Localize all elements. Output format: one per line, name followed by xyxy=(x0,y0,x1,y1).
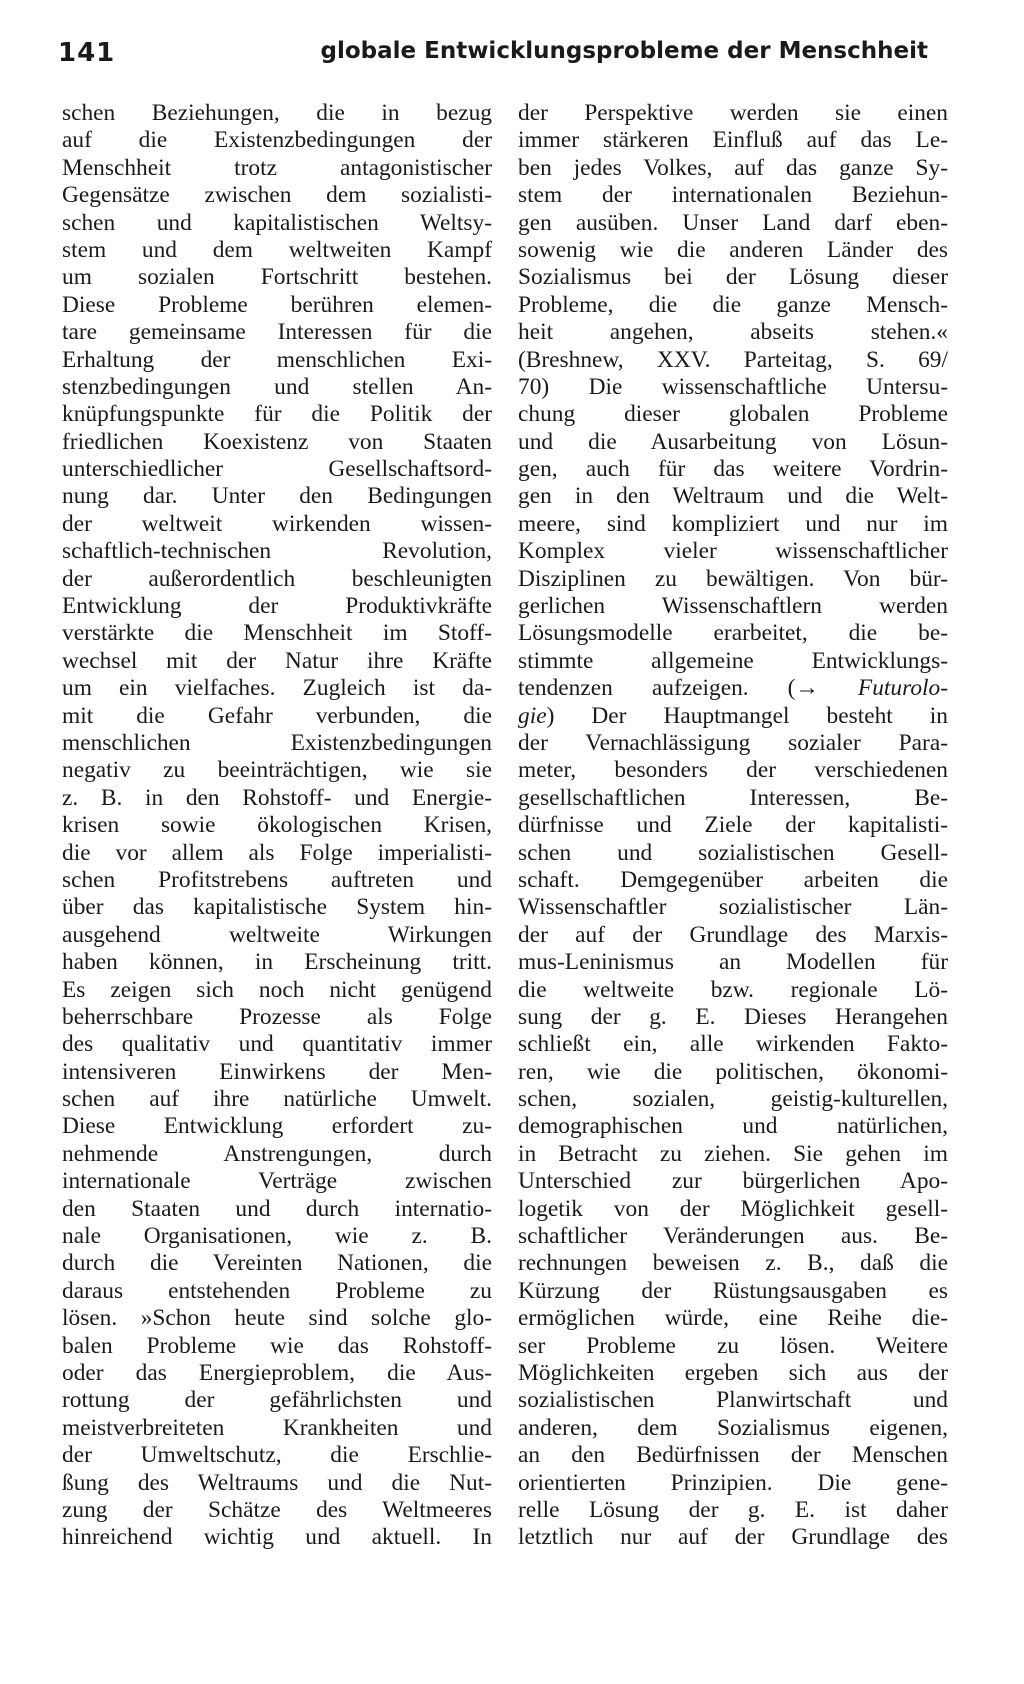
text-line: des qualitativ und quantitativ immer xyxy=(62,1031,492,1058)
text-line: sowenig wie die anderen Länder des xyxy=(518,236,948,263)
text-line: sung der g. E. Dieses Herangehen xyxy=(518,1003,948,1030)
text-line: durch die Vereinten Nationen, die xyxy=(62,1250,492,1277)
text-line: den Staaten und durch internatio- xyxy=(62,1195,492,1222)
text-line: Disziplinen zu bewältigen. Von bür- xyxy=(518,565,948,592)
text-line: stenzbedingungen und stellen An- xyxy=(62,373,492,400)
text-line: schen Beziehungen, die in bezug xyxy=(62,100,492,126)
text-line: z. B. in den Rohstoff- und Energie- xyxy=(62,784,492,811)
text-line: chung dieser globalen Probleme xyxy=(518,401,948,428)
text-line: immer stärkeren Einfluß auf das Le- xyxy=(518,127,948,154)
text-line: der weltweit wirkenden wissen- xyxy=(62,510,492,537)
text-line: gen, auch für das weitere Vordrin- xyxy=(518,456,948,483)
text-line: rottung der gefährlichsten und xyxy=(62,1387,492,1414)
text-line: verstärkte die Menschheit im Stoff- xyxy=(62,620,492,647)
text-line: stem und dem weltweiten Kampf xyxy=(62,236,492,263)
text-line: ser Probleme zu lösen. Weitere xyxy=(518,1332,948,1359)
text-line: Diese Probleme berühren elemen- xyxy=(62,291,492,318)
text-line: Menschheit trotz antagonistischer xyxy=(62,154,492,181)
text-line: schaftlicher Veränderungen aus. Be- xyxy=(518,1223,948,1250)
text-line: Probleme, die die ganze Mensch- xyxy=(518,291,948,318)
text-line: gie) Der Hauptmangel besteht in xyxy=(518,702,948,729)
text-line: Es zeigen sich noch nicht genügend xyxy=(62,976,492,1003)
text-line: der Vernachlässigung sozialer Para- xyxy=(518,729,948,756)
text-line: gesellschaftlichen Interessen, Be- xyxy=(518,784,948,811)
text-line: stem der internationalen Beziehun- xyxy=(518,182,948,209)
text-line: Entwicklung der Produktivkräfte xyxy=(62,593,492,620)
text-line: mit die Gefahr verbunden, die xyxy=(62,702,492,729)
text-line: anderen, dem Sozialismus eigenen, xyxy=(518,1414,948,1441)
page-header xyxy=(58,38,928,78)
text-line: Wissenschaftler sozialistischer Län- xyxy=(518,894,948,921)
text-line: gerlichen Wissenschaftlern werden xyxy=(518,593,948,620)
text-line: daraus entstehenden Probleme zu xyxy=(62,1277,492,1304)
text-line: in Betracht zu ziehen. Sie gehen im xyxy=(518,1140,948,1167)
text-line: unterschiedlicher Gesellschaftsord- xyxy=(62,456,492,483)
text-line: gen ausüben. Unser Land darf eben- xyxy=(518,209,948,236)
text-line: auf die Existenzbedingungen der xyxy=(62,127,492,154)
text-line: Möglichkeiten ergeben sich aus der xyxy=(518,1359,948,1386)
text-line: intensiveren Einwirkens der Men- xyxy=(62,1058,492,1085)
text-line: mus-Leninismus an Modellen für xyxy=(518,949,948,976)
text-line: Lösungsmodelle erarbeitet, die be- xyxy=(518,620,948,647)
text-line: schaftlich-technischen Revolution, xyxy=(62,538,492,565)
text-line: schen auf ihre natürliche Umwelt. xyxy=(62,1086,492,1113)
text-line: über das kapitalistische System hin- xyxy=(62,894,492,921)
text-line: ermöglichen würde, eine Reihe die- xyxy=(518,1305,948,1332)
text-line: Komplex vieler wissenschaftlicher xyxy=(518,538,948,565)
text-line: meistverbreiteten Krankheiten und xyxy=(62,1414,492,1441)
text-line: Erhaltung der menschlichen Exi- xyxy=(62,346,492,373)
text-line: beherrschbare Prozesse als Folge xyxy=(62,1003,492,1030)
right-text-column xyxy=(518,100,948,1552)
text-line: heit angehen, abseits stehen.« xyxy=(518,319,948,346)
text-line: meter, besonders der verschiedenen xyxy=(518,757,948,784)
text-line: logetik von der Möglichkeit gesell- xyxy=(518,1195,948,1222)
left-text-column xyxy=(62,100,492,1552)
text-line: stimmte allgemeine Entwicklungs- xyxy=(518,647,948,674)
text-line: friedlichen Koexistenz von Staaten xyxy=(62,428,492,455)
text-line: schaft. Demgegenüber arbeiten die xyxy=(518,866,948,893)
text-line: tendenzen aufzeigen. (→ Futurolo- xyxy=(518,675,948,702)
text-line: hinreichend wichtig und aktuell. In xyxy=(62,1524,492,1551)
text-line: balen Probleme wie das Rohstoff- xyxy=(62,1332,492,1359)
text-line: an den Bedürfnissen der Menschen xyxy=(518,1442,948,1469)
text-line: sozialistischen Planwirtschaft und xyxy=(518,1387,948,1414)
text-line: der Umweltschutz, die Erschlie- xyxy=(62,1442,492,1469)
page-number: 141 xyxy=(58,38,116,68)
text-line: internationale Verträge zwischen xyxy=(62,1168,492,1195)
text-line: Sozialismus bei der Lösung dieser xyxy=(518,264,948,291)
text-line: um sozialen Fortschritt bestehen. xyxy=(62,264,492,291)
text-line: relle Lösung der g. E. ist daher xyxy=(518,1496,948,1523)
text-line: der Perspektive werden sie einen xyxy=(518,100,948,126)
text-line: lösen. »Schon heute sind solche glo- xyxy=(62,1305,492,1332)
text-line: nehmende Anstrengungen, durch xyxy=(62,1140,492,1167)
text-line: schen und kapitalistischen Weltsy- xyxy=(62,209,492,236)
text-line: haben können, in Erscheinung tritt. xyxy=(62,949,492,976)
text-line: menschlichen Existenzbedingungen xyxy=(62,729,492,756)
text-line: der auf der Grundlage des Marxis- xyxy=(518,921,948,948)
text-line: der außerordentlich beschleunigten xyxy=(62,565,492,592)
cross-reference: Futurolo- xyxy=(857,675,948,702)
text-line: zung der Schätze des Weltmeeres xyxy=(62,1496,492,1523)
text-line: 70) Die wissenschaftliche Untersu- xyxy=(518,373,948,400)
text-line: schen Profitstrebens auftreten und xyxy=(62,866,492,893)
text-line: nung dar. Unter den Bedingungen xyxy=(62,483,492,510)
text-line: Diese Entwicklung erfordert zu- xyxy=(62,1113,492,1140)
text-line: dürfnisse und Ziele der kapitalisti- xyxy=(518,812,948,839)
text-line: ben jedes Volkes, auf das ganze Sy- xyxy=(518,154,948,181)
text-line: nale Organisationen, wie z. B. xyxy=(62,1223,492,1250)
text-line: gen in den Weltraum und die Welt- xyxy=(518,483,948,510)
text-line: knüpfungspunkte für die Politik der xyxy=(62,401,492,428)
text-line: ßung des Weltraums und die Nut- xyxy=(62,1469,492,1496)
text-line: schen, sozialen, geistig-kulturellen, xyxy=(518,1086,948,1113)
text-line: die vor allem als Folge imperialisti- xyxy=(62,839,492,866)
text-line: negativ zu beeinträchtigen, wie sie xyxy=(62,757,492,784)
text-line: krisen sowie ökologischen Krisen, xyxy=(62,812,492,839)
text-line: Kürzung der Rüstungsausgaben es xyxy=(518,1277,948,1304)
text-line: letztlich nur auf der Grundlage des xyxy=(518,1524,948,1551)
text-line: schließt ein, alle wirkenden Fakto- xyxy=(518,1031,948,1058)
text-line: um ein vielfaches. Zugleich ist da- xyxy=(62,675,492,702)
text-line: wechsel mit der Natur ihre Kräfte xyxy=(62,647,492,674)
text-line: tare gemeinsame Interessen für die xyxy=(62,319,492,346)
text-line: (Breshnew, XXV. Parteitag, S. 69/ xyxy=(518,346,948,373)
text-line: Unterschied zur bürgerlichen Apo- xyxy=(518,1168,948,1195)
text-line: schen und sozialistischen Gesell- xyxy=(518,839,948,866)
text-line: orientierten Prinzipien. Die gene- xyxy=(518,1469,948,1496)
text-line: meere, sind kompliziert und nur im xyxy=(518,510,948,537)
text-line: ren, wie die politischen, ökonomi- xyxy=(518,1058,948,1085)
text-line: ausgehend weltweite Wirkungen xyxy=(62,921,492,948)
cross-reference: gie xyxy=(518,702,547,729)
text-line: die weltweite bzw. regionale Lö- xyxy=(518,976,948,1003)
text-line: oder das Energieproblem, die Aus- xyxy=(62,1359,492,1386)
text-line: demographischen und natürlichen, xyxy=(518,1113,948,1140)
running-head: globale Entwicklungsprobleme der Menschheit xyxy=(320,38,928,64)
text-line: rechnungen beweisen z. B., daß die xyxy=(518,1250,948,1277)
text-line: Gegensätze zwischen dem sozialisti- xyxy=(62,182,492,209)
text-line: und die Ausarbeitung von Lösun- xyxy=(518,428,948,455)
